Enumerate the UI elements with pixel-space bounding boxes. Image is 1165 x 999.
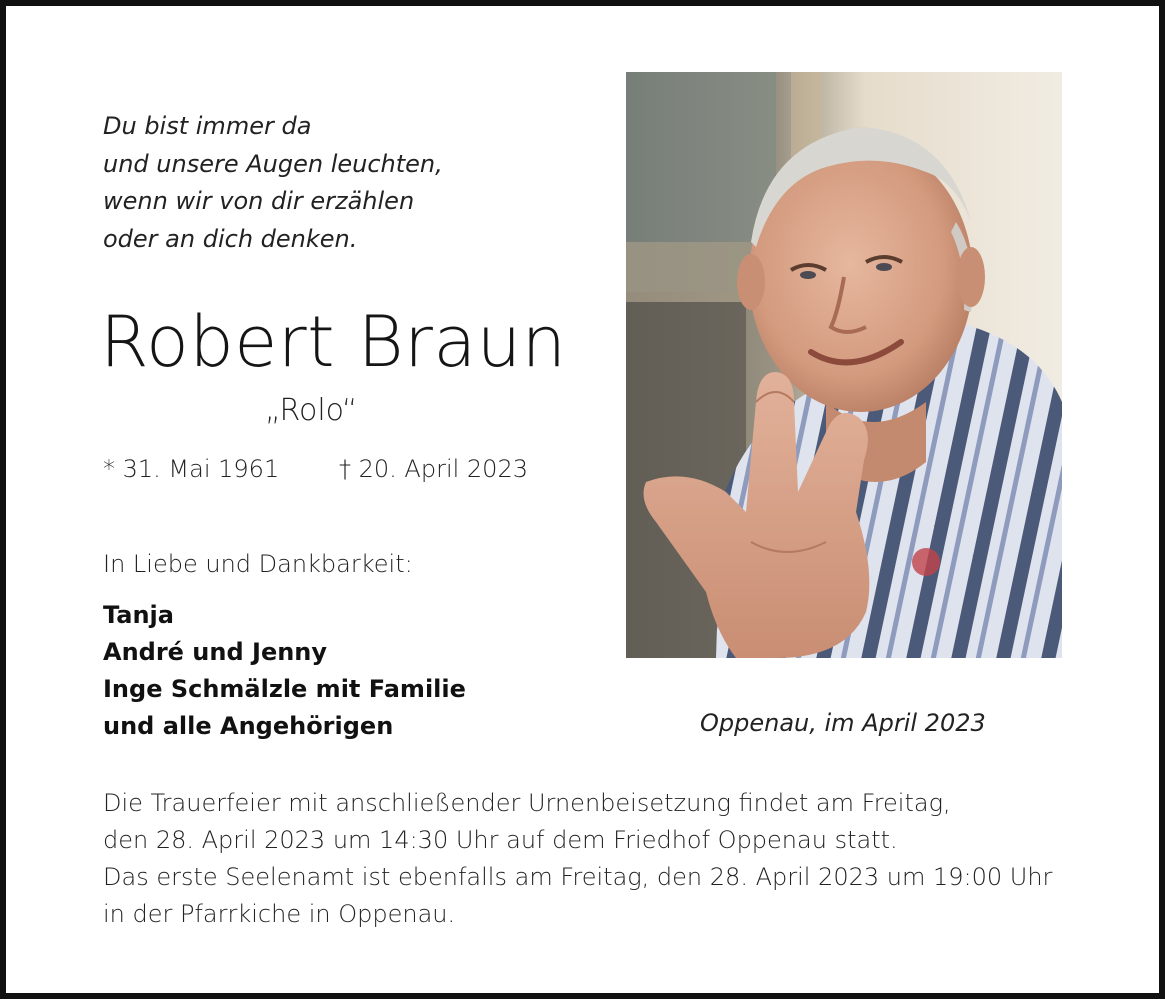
birth-date: * 31. Mai 1961 xyxy=(103,455,280,483)
mourner: André und Jenny xyxy=(103,638,328,666)
service-line: Das erste Seelenamt ist ebenfalls am Freitag, den 28. April 2023 um 19:00 Uhr xyxy=(103,863,1053,891)
poem-line: oder an dich denken. xyxy=(103,224,358,253)
mourner: Tanja xyxy=(103,601,174,629)
poem xyxy=(103,108,443,258)
poem-line: Du bist immer da xyxy=(103,112,312,140)
place-date: Oppenau, im April 2023 xyxy=(700,709,986,737)
deceased-name: Robert Braun xyxy=(100,301,567,383)
mourners-list xyxy=(103,597,466,745)
nickname: „Rolo“ xyxy=(265,393,358,428)
service-line: in der Pfarrkiche in Oppenau. xyxy=(103,900,456,928)
service-line: Die Trauerfeier mit anschließender Urnenbeisetzung findet am Freitag, xyxy=(103,789,951,817)
service-info xyxy=(103,785,1052,933)
mourner: und alle Angehörigen xyxy=(103,712,394,740)
portrait-photo xyxy=(626,72,1062,658)
poem-line: wenn wir von dir erzählen xyxy=(103,187,415,215)
death-date: † 20. April 2023 xyxy=(339,455,528,483)
portrait-image xyxy=(626,72,1062,658)
poem-line: und unsere Augen leuchten, xyxy=(103,149,443,178)
mourners-intro: In Liebe und Dankbarkeit: xyxy=(103,550,413,578)
service-line: den 28. April 2023 um 14:30 Uhr auf dem Friedhof Oppenau statt. xyxy=(103,826,898,854)
mourner: Inge Schmälzle mit Familie xyxy=(103,675,466,703)
